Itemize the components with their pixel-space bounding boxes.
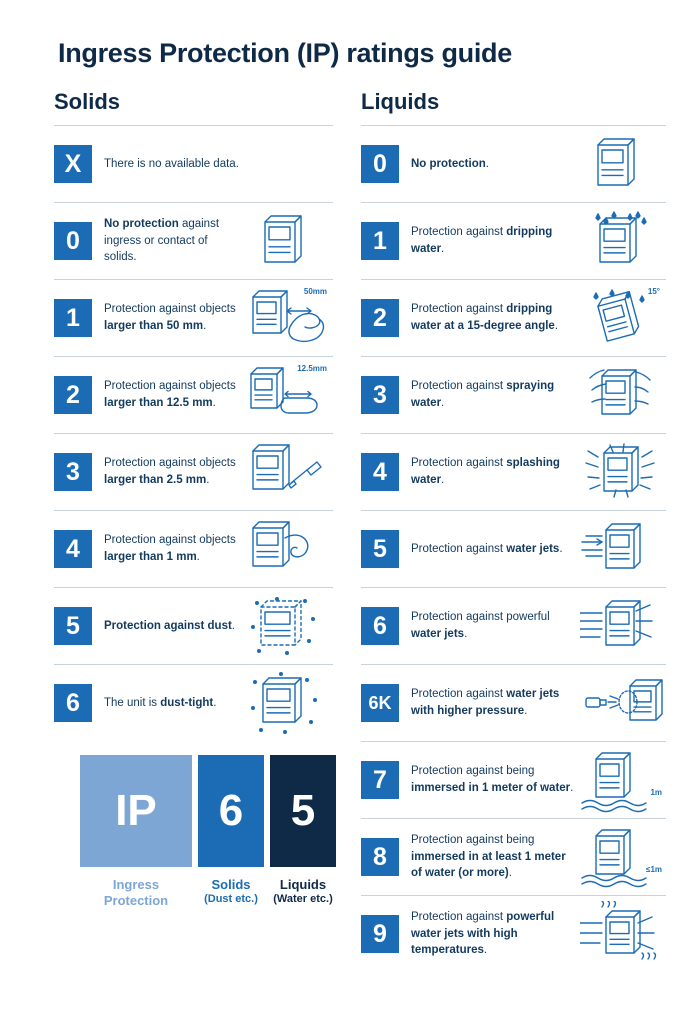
liquids-row (361, 588, 666, 665)
page-title: Ingress Protection (IP) ratings guide (58, 38, 512, 68)
liquids-row (361, 511, 666, 588)
strong-jet-icon (580, 593, 666, 659)
solids-description: Protection against dust. (104, 619, 235, 632)
liquids-code-badge: 4 (361, 453, 399, 491)
liquids-code-badge: 7 (361, 761, 399, 799)
liquids-code-badge: 2 (361, 299, 399, 337)
liquids-row (361, 126, 666, 203)
liquids-description: Protection against dripping water at a 15-degree angle. (411, 303, 559, 332)
liquids-code-badge: 8 (361, 838, 399, 876)
solids-code-badge: 3 (54, 453, 92, 491)
liquids-code-badge: 1 (361, 222, 399, 260)
legend-label-solids-text: Solids (211, 877, 251, 892)
liquids-description: No protection. (411, 157, 489, 170)
liquids-description: Protection against splashing water. (411, 457, 560, 486)
nozzle-jet-icon (580, 670, 666, 736)
liquids-description: Protection against powerful water jets with high temperatures. (411, 910, 555, 957)
legend-label-liquids-sub: (Water etc.) (273, 893, 333, 906)
solids-code-badge: 1 (54, 299, 92, 337)
wire-icon (247, 516, 333, 582)
liquids-row (361, 819, 666, 896)
solids-heading: Solids (54, 89, 333, 126)
solids-row (54, 665, 333, 741)
legend-label-solids-sub: (Dust etc.) (204, 893, 258, 906)
liquids-code-badge: 3 (361, 376, 399, 414)
liquids-description: Protection against spraying water. (411, 380, 555, 409)
liquids-code-badge: 0 (361, 145, 399, 183)
solids-code-badge: 4 (54, 530, 92, 568)
solids-column (28, 89, 347, 972)
solids-code-badge: 0 (54, 222, 92, 260)
liquids-description: Protection against being immersed in at least 1 meter of water (or more). (411, 833, 566, 880)
liquids-row (361, 203, 666, 280)
liquids-code-badge: 5 (361, 530, 399, 568)
liquids-icon-note: 15° (647, 287, 660, 296)
finger-icon (247, 362, 333, 428)
columns-container (28, 89, 666, 972)
liquids-description: Protection against water jets. (411, 542, 563, 555)
solids-row (54, 434, 333, 511)
solids-description: No protection against ingress or contact of solids. (104, 217, 220, 264)
legend-label-liquids (270, 877, 336, 910)
legend-boxes (80, 755, 380, 867)
dust-partial-icon (247, 593, 333, 659)
liquids-row (361, 357, 666, 434)
drip-angle-icon (580, 285, 666, 351)
liquids-row (361, 434, 666, 511)
spray-icon (580, 362, 666, 428)
liquids-description: Protection against being immersed in 1 meter of water. (411, 765, 574, 794)
legend-box-solids: 6 (198, 755, 264, 867)
solids-code-badge: X (54, 145, 92, 183)
liquids-row (361, 896, 666, 972)
enclosure-icon (580, 131, 666, 197)
legend-label-ip (80, 877, 192, 910)
solids-row (54, 203, 333, 280)
liquids-description: Protection against powerful water jets. (411, 611, 550, 640)
liquids-row (361, 280, 666, 357)
legend-labels (80, 877, 380, 910)
ip-legend (54, 755, 380, 910)
liquids-row (361, 665, 666, 742)
legend-box-ip: IP (80, 755, 192, 867)
solids-row (54, 588, 333, 665)
solids-code-badge: 5 (54, 607, 92, 645)
immersion-icon (580, 747, 666, 813)
solids-description: Protection against objects larger than 12.5 mm. (104, 380, 236, 409)
enclosure-icon (247, 208, 333, 274)
immersion-deep-icon (580, 824, 666, 890)
liquids-heading: Liquids (361, 89, 666, 126)
solids-description: The unit is dust-tight. (104, 696, 217, 709)
solids-description: There is no available data. (104, 157, 239, 170)
liquids-icon-note: ≤1m (646, 865, 662, 874)
solids-description: Protection against objects larger than 50 mm. (104, 303, 236, 332)
liquids-icon-note: 1m (650, 788, 662, 797)
liquids-row (361, 742, 666, 819)
empty-icon (247, 131, 333, 197)
solids-row (54, 280, 333, 357)
liquids-description: Protection against water jets with higher pressure. (411, 688, 560, 717)
splash-icon (580, 439, 666, 505)
solids-code-badge: 6 (54, 684, 92, 722)
solids-icon-note: 12.5mm (297, 364, 327, 373)
solids-code-badge: 2 (54, 376, 92, 414)
solids-row (54, 511, 333, 588)
liquids-code-badge: 6K (361, 684, 399, 722)
solids-row (54, 126, 333, 203)
solids-row (54, 357, 333, 434)
hand-large-icon (247, 285, 333, 351)
screwdriver-icon (247, 439, 333, 505)
solids-description: Protection against objects larger than 2.5 mm. (104, 457, 236, 486)
solids-icon-note: 50mm (303, 287, 327, 296)
liquids-description: Protection against dripping water. (411, 226, 553, 255)
legend-box-liquids: 5 (270, 755, 336, 867)
legend-label-ip-text: Ingress Protection (103, 877, 169, 909)
liquids-column (347, 89, 666, 972)
liquids-rows (361, 126, 666, 972)
liquids-code-badge: 9 (361, 915, 399, 953)
steam-jet-icon (580, 901, 666, 967)
legend-label-liquids-text: Liquids (279, 877, 327, 892)
solids-rows (54, 126, 333, 741)
drip-icon (580, 208, 666, 274)
jet-icon (580, 516, 666, 582)
solids-description: Protection against objects larger than 1 mm. (104, 534, 236, 563)
dust-tight-icon (247, 670, 333, 736)
legend-label-solids (198, 877, 264, 910)
liquids-code-badge: 6 (361, 607, 399, 645)
